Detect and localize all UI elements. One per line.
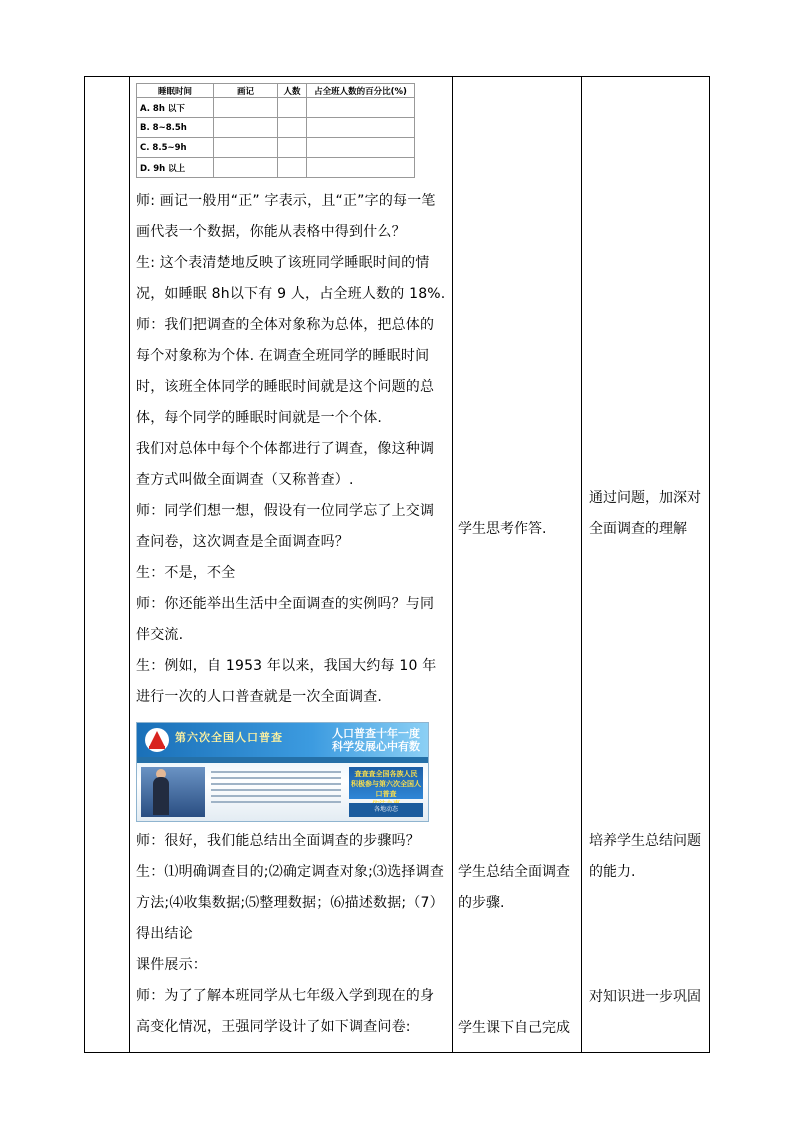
table-cell: C. 8.5~9h [137,138,214,158]
person-figure [153,777,169,815]
banner-small-box: 各地动态 [349,803,423,817]
table-cell: D. 9h 以上 [137,158,214,178]
paragraph-not-complete: 生：不是，不全 [136,565,236,581]
design-intent-3: 对知识进一步巩固 [589,989,701,1005]
student-activity-3: 学生课下自己完成 [458,1020,570,1036]
student-activity-2: 学生总结全面调查的步骤. [458,864,570,911]
table-cell [307,138,415,158]
banner-slogan-1: 人口普查十年一度 [332,727,420,740]
table-cell [307,118,415,138]
column-divider-3 [581,76,582,1053]
design-intent-1: 通过问题，加深对全面调查的理解 [589,490,701,537]
paragraph-steps-answer: 生：⑴明确调查目的;⑵确定调查对象;⑶选择调查方法;⑷收集数据;⑸整理数据；⑹描述数据;（7）得出结论 [136,864,445,942]
paragraph-steps-question: 师：很好，我们能总结出全面调查的步骤吗？ [136,833,420,849]
table-cell: B. 8~8.5h [137,118,214,138]
banner-nav-bar [137,757,428,763]
table-row [137,98,415,118]
census-logo-icon [143,727,171,753]
banner-title-right [332,727,420,753]
table-cell [214,98,278,118]
paragraph-tally-question: 师: 画记一般用“正” 字表示，且“正”字的每一笔画代表一个数据，你能从表格中得到什么？ [136,193,436,240]
paragraph-population-definition: 师：我们把调查的全体对象称为总体，把总体的每个对象称为个体. 在调查全班同学的睡眠时间时，该班全体同学的睡眠时间就是这个问题的总体，每个同学的睡眠时间就是一个个体. [136,317,435,426]
banner-photo [141,767,205,817]
table-header-row [137,84,415,98]
table-cell [214,118,278,138]
table-cell [214,138,278,158]
census-banner-image [136,722,429,822]
paragraph-courseware: 课件展示： [136,957,207,973]
banner-promo-box [349,767,423,799]
header-count: 人数 [278,84,307,98]
table-cell [278,138,307,158]
table-row [137,138,415,158]
paragraph-census-example: 生：例如，自 1953 年以来，我国大约每 10 年进行一次的人口普查就是一次全面调查. [136,658,437,705]
design-intent-2: 培养学生总结问题的能力. [589,833,701,880]
table-row [137,118,415,138]
column-divider-1 [129,76,130,1053]
table-cell [214,158,278,178]
promo-line-1: 查查查全国各族人民 [354,770,418,778]
table-cell [278,118,307,138]
paragraph-census-definition: 我们对总体中每个个体都进行了调查，像这种调查方式叫做全面调查（又称普查）. [136,441,435,488]
paragraph-forgot-question: 师：同学们想一想，假设有一位同学忘了上交调查问卷，这次调查是全面调查吗？ [136,503,435,550]
banner-news-list [211,767,341,807]
banner-title-left: 第六次全国人口普查 [175,731,283,744]
header-tally: 画记 [214,84,278,98]
student-activity-1: 学生思考作答. [458,521,547,537]
promo-line-2: 积极参与第六次全国人口普查 [351,780,421,798]
table-cell: A. 8h 以下 [137,98,214,118]
table-cell [278,158,307,178]
header-sleep-time: 睡眠时间 [137,84,214,98]
paragraph-student-answer: 生: 这个表清楚地反映了该班同学睡眠时间的情况，如睡眠 8h以下有 9 人，占全班人数的 18%. [136,255,446,302]
column-divider-2 [452,76,453,1053]
table-cell [278,98,307,118]
teaching-process-column [136,80,448,1043]
table-cell [307,98,415,118]
table-cell [307,158,415,178]
paragraph-height-survey: 师：为了了解本班同学从七年级入学到现在的身高变化情况，王强同学设计了如下调查问卷: [136,988,435,1035]
header-percentage: 占全班人数的百分比(%) [307,84,415,98]
banner-slogan-2: 科学发展心中有数 [332,740,420,753]
table-row [137,158,415,178]
sleep-time-table [136,83,415,178]
paragraph-examples-question: 师：你还能举出生活中全面调查的实例吗？与同伴交流. [136,596,435,643]
